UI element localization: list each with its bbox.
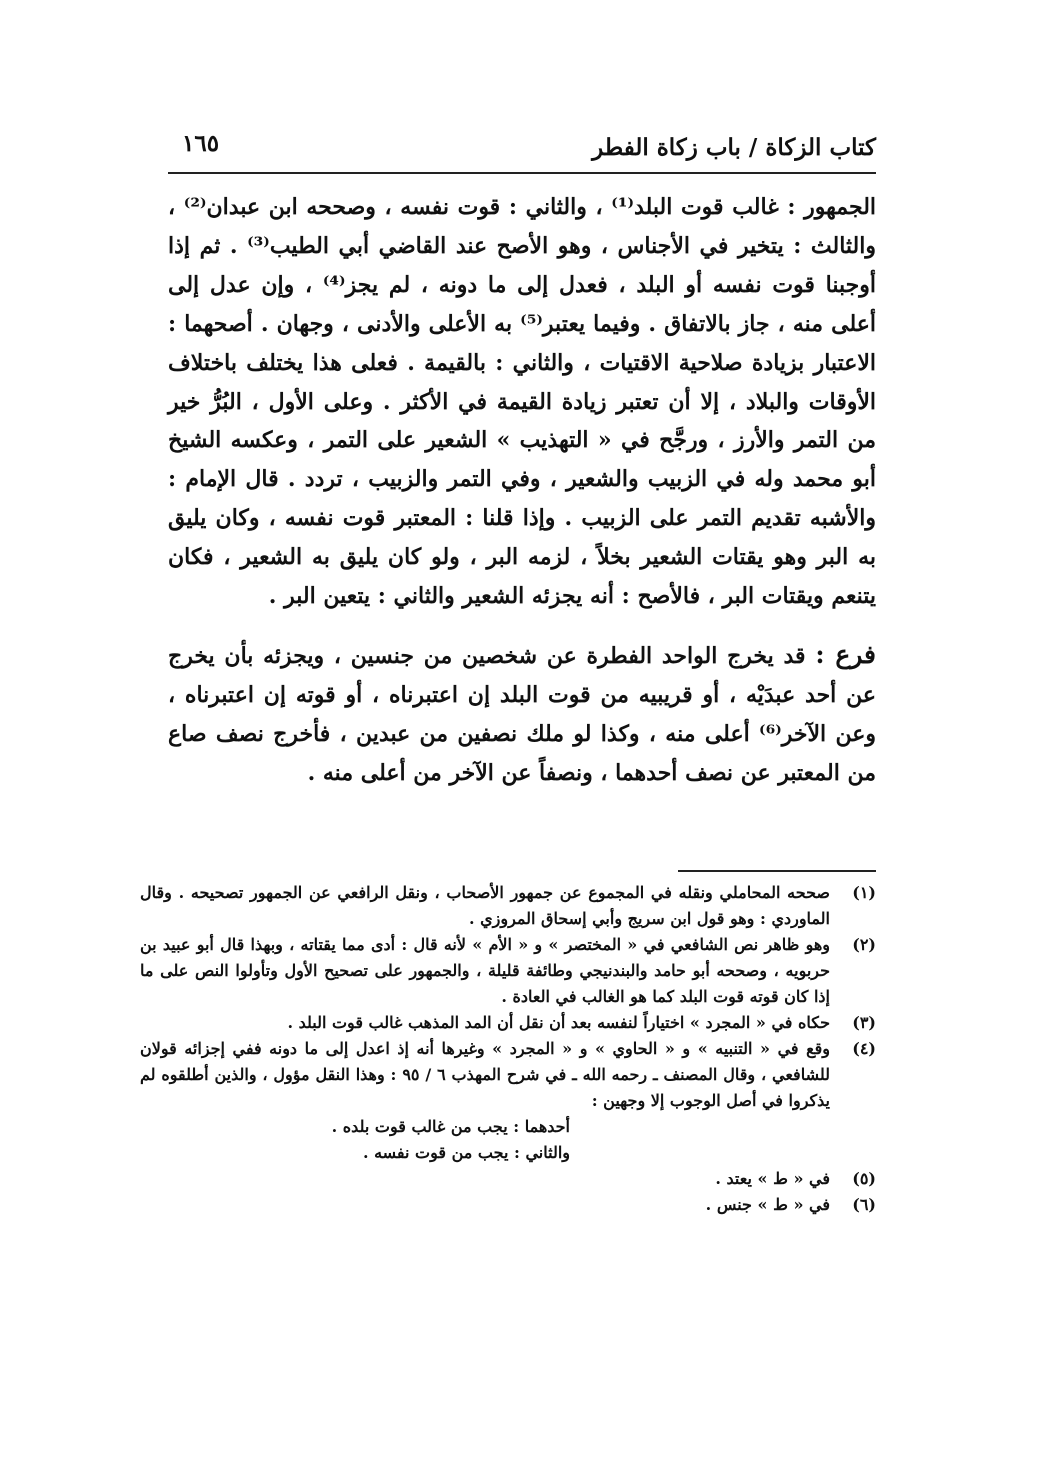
page-number: ١٦٥ xyxy=(182,130,220,157)
footnote-number: (١) xyxy=(852,883,876,902)
footnotes xyxy=(140,880,876,1218)
footnote-number: (٤) xyxy=(852,1039,876,1058)
footnote-5 xyxy=(140,1166,876,1192)
footnote-text: وقع في « التنبيه » و « الحاوي » و « المجرد » وغيرها أنه إذ اعدل إلى ما دونه ففي إجزائه قولان للشافعي ، وقال المصنف ـ رحمه الله ـ في شرح المهذب ٦ / ٩٥ : وهذا النقل مؤول ، والذين أطلقوه لم يذكروا في أصل الوجوب إلا وجهين : xyxy=(140,1039,831,1110)
footnote-4 xyxy=(140,1036,876,1166)
footnote-text: في « ط » جنس . xyxy=(705,1195,830,1214)
far-label: فرع : xyxy=(815,639,876,669)
footnote-2 xyxy=(140,932,876,1010)
footnote-text: وهو ظاهر نص الشافعي في « المختصر » و « الأم » لأنه قال : أدى مما يقتاته ، وبهذا قال أبو عبيد بن حربويه ، وصححه أبو حامد والبندنيجي وطائفة قليلة ، والجمهور على تصحيح الأول وتأولوا النص على ما إذا كان قوته قوت البلد كما هو الغالب في العادة . xyxy=(140,935,830,1006)
footnote-number: (٣) xyxy=(852,1013,876,1032)
footnote-text: في « ط » يعتد . xyxy=(715,1169,830,1188)
running-title: كتاب الزكاة / باب زكاة الفطر xyxy=(592,134,876,161)
footnote-text: حكاه في « المجرد » اختياراً لنفسه بعد أن نقل أن المد المذهب غالب قوت البلد . xyxy=(287,1013,830,1032)
footnote-subline: أحدهما : يجب من غالب قوت بلده . xyxy=(331,1117,570,1136)
footnote-3 xyxy=(140,1010,876,1036)
paragraph-2 xyxy=(168,636,876,793)
paragraph-1: الجمهور : غالب قوت البلد⁽¹⁾ ، والثاني : قوت نفسه ، وصححه ابن عبدان⁽²⁾ ، والثالث : يتخير في الأجناس ، وهو الأصح عند القاضي أبي الطيب⁽³⁾ . ثم إذا أوجبنا قوت نفسه أو البلد ، فعدل إلى ما دونه ، لم يجز⁽⁴⁾ ، وإن عدل إلى أعلى منه ، جاز بالاتفاق . وفيما يعتبر⁽⁵⁾ به الأعلى والأدنى ، وجهان . أصحهما : الاعتبار بزيادة صلاحية الاقتيات ، والثاني : بالقيمة . فعلى هذا يختلف باختلاف الأوقات والبلاد ، إلا أن تعتبر زيادة القيمة في الأكثر . وعلى الأول ، البُرُّ خير من التمر والأرز ، ورجَّح في « التهذيب » الشعير على التمر ، وعكسه الشيخ أبو محمد وله في الزبيب والشعير ، وفي التمر والزبيب ، تردد . قال الإمام : والأشبه تقديم التمر على الزبيب . وإذا قلنا : المعتبر قوت نفسه ، وكان يليق به البر وهو يقتات الشعير بخلاً ، لزمه البر ، ولو كان يليق به الشعير ، فكان يتنعم ويقتات البر ، فالأصح : أنه يجزئه الشعير والثاني : يتعين البر . xyxy=(168,194,877,610)
footnote-1 xyxy=(140,880,876,932)
footnote-subline: والثاني : يجب من قوت نفسه . xyxy=(362,1143,570,1162)
footnote-number: (٦) xyxy=(852,1195,876,1214)
footnote-number: (٢) xyxy=(852,935,876,954)
footnote-number: (٥) xyxy=(852,1169,876,1188)
paragraph-2-text: قد يخرج الواحد الفطرة عن شخصين من جنسين ، ويجزئه بأن يخرج عن أحد عبدَيْه ، أو قريبيه من قوت البلد إن اعتبرناه ، أو قوته إن اعتبرناه ، وعن الآخر⁽⁶⁾ أعلى منه ، وكذا لو ملك نصفين من عبدين ، فأخرج نصف صاع من المعتبر عن نصف أحدهما ، ونصفاً عن الآخر من أعلى منه . xyxy=(168,642,876,786)
page-header xyxy=(168,128,876,168)
footnote-rule xyxy=(678,870,876,872)
footnote-text: صححه المحاملي ونقله في المجموع عن جمهور الأصحاب ، ونقل الرافعي عن الجمهور تصحيحه . وقال الماوردي : وهو قول ابن سريج وأبي إسحاق المروزي . xyxy=(140,883,830,928)
header-rule xyxy=(168,172,876,174)
main-text xyxy=(168,188,876,793)
footnote-6 xyxy=(140,1192,876,1218)
